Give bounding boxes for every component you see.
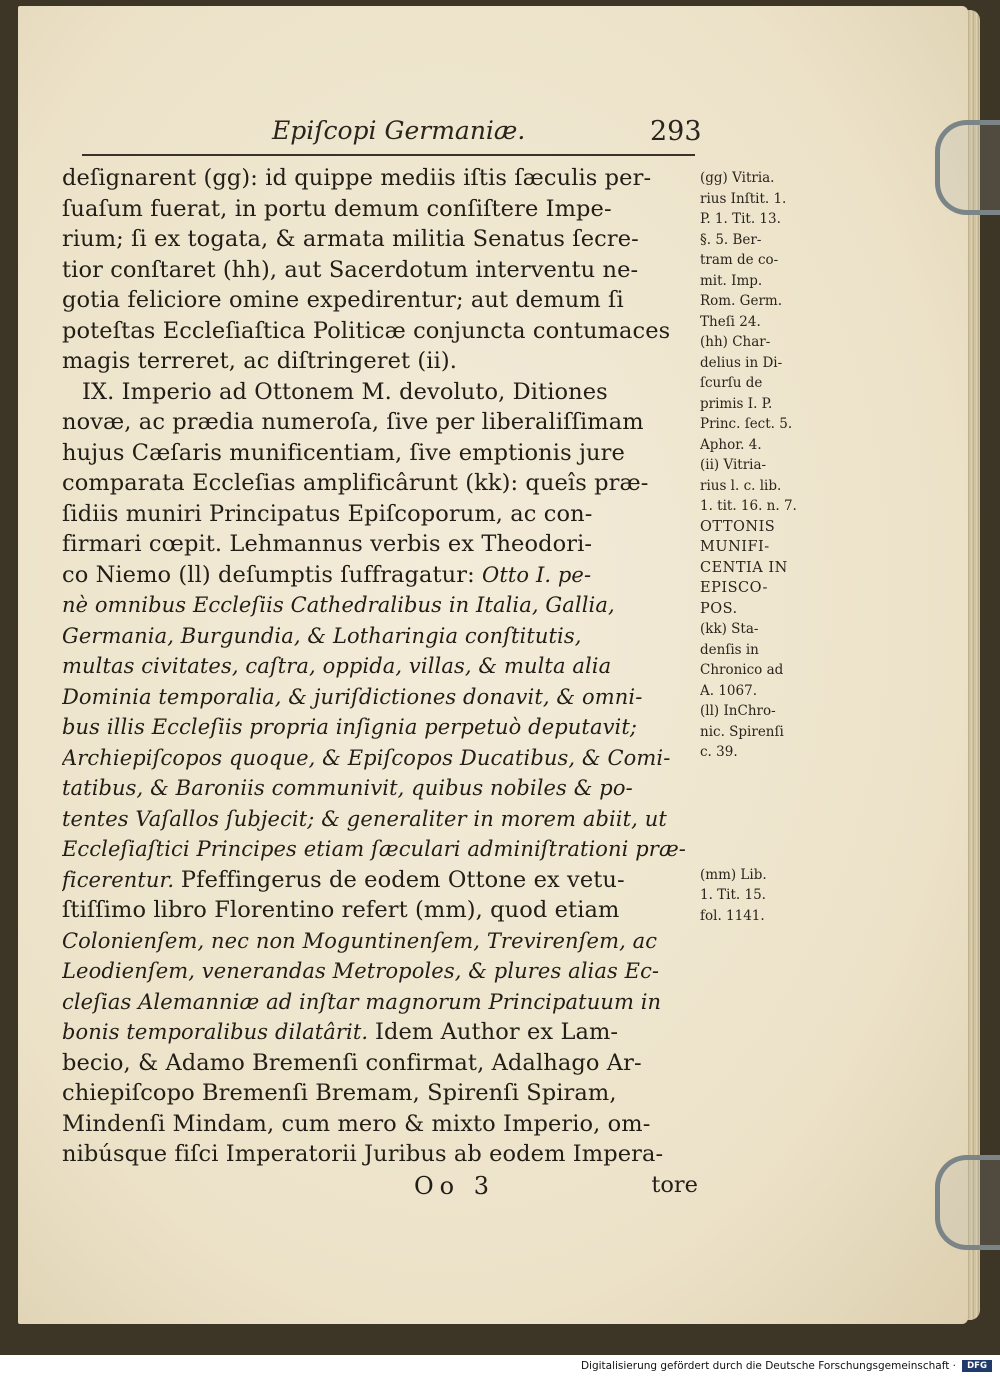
text-line: novæ, ac prædia numeroſa, ſive per liberaliſſimam	[62, 409, 644, 435]
quotation-line: bus illis Eccleſiis propria inſignia perpetuò deputavit;	[62, 715, 638, 739]
margin-note-line: Theſi 24.	[700, 313, 761, 330]
margin-note-line: 1. Tit. 15.	[700, 887, 766, 903]
signature-mark: Oo 3	[414, 1172, 496, 1200]
margin-note-line: Aphor. 4.	[700, 436, 762, 453]
quotation-line: Archiepiſcopos quoque, & Epiſcopos Ducatibus, & Comi-	[62, 745, 671, 770]
margin-note-line: nic. Spirenſi	[700, 723, 784, 740]
margin-heading-line: CENTIA IN	[700, 559, 788, 576]
text-line: rium; ſi ex togata, & armata militia Senatus ſecre-	[62, 226, 639, 252]
margin-note-line: §. 5. Ber-	[700, 231, 762, 248]
text-line: tior conſtaret (hh), aut Sacerdotum interventu ne-	[62, 256, 639, 283]
body-text	[62, 163, 698, 1170]
text-line-mixed	[62, 1017, 698, 1048]
margin-note-line: tram de co-	[700, 252, 779, 268]
digitization-credit-bar	[0, 1355, 1000, 1377]
header-rule	[82, 154, 695, 156]
margin-note-line: fol. 1141.	[700, 907, 765, 924]
margin-note-line: ſcurſu de	[700, 375, 763, 391]
italic-fragment: ficerentur.	[62, 867, 181, 892]
roman-fragment: co Niemo (ll) deſumptis ſuffragatur:	[62, 561, 483, 588]
margin-note-line: Rom. Germ.	[700, 293, 782, 309]
digitization-credit: Digitalisierung gefördert durch die Deutsche Forschungsgemeinschaft ·	[580, 1360, 956, 1372]
quotation-line: Dominia temporalia, & juriſdictiones donavit, & omni-	[62, 684, 643, 709]
text-line: nibúsque fiſci Imperatorii Juribus ab eodem Impera-	[62, 1141, 664, 1167]
text-line: firmari cœpit. Lehmannus verbis ex Theodori-	[62, 531, 593, 557]
catchword: tore	[651, 1172, 698, 1198]
margin-heading-line: POS.	[700, 600, 738, 617]
quotation-line: Eccleſiaſtici Principes etiam ſæculari adminiſtrationi præ-	[62, 837, 686, 861]
italic-fragment: Otto I. pe-	[482, 562, 592, 587]
page-number: 293	[650, 116, 702, 147]
text-line: magis terreret, ac diſtringeret (ii).	[62, 348, 458, 374]
quotation-line: cleſias Alemanniæ ad inſtar magnorum Principatuum in	[62, 989, 662, 1014]
text-line: poteſtas Eccleſiaſtica Politicæ conjuncta contumaces	[62, 317, 671, 344]
margin-note-line: A. 1067.	[700, 682, 757, 699]
margin-note-line: (hh) Char-	[700, 334, 771, 350]
margin-note-line: rius l. c. lib.	[700, 477, 782, 494]
text-line-mixed	[62, 560, 698, 591]
dfg-logo: DFG	[962, 1360, 992, 1372]
quotation-line: tatibus, & Baroniis communivit, quibus nobiles & po-	[62, 776, 633, 800]
text-line: deſignarent (gg): id quippe mediis iſtis ſæculis per-	[62, 165, 652, 191]
margin-note-line: Chronico ad	[700, 662, 784, 678]
margin-note-line: (gg) Vitria.	[700, 170, 775, 186]
text-line: Mindenſi Mindam, cum mero & mixto Imperio, om-	[62, 1110, 651, 1137]
roman-fragment: Pfeffingerus de eodem Ottone ex vetu-	[180, 866, 625, 893]
running-head: Epiſcopi Germaniæ.	[272, 116, 526, 145]
text-line: becio, & Adamo Bremenſi confirmat, Adalhago Ar-	[62, 1049, 642, 1076]
margin-note-line: denſis in	[700, 641, 759, 658]
margin-note-line: rius Inſtit. 1.	[700, 190, 787, 207]
text-line-mixed	[62, 865, 698, 896]
margin-spacer	[700, 763, 820, 865]
margin-note-line: 1. tit. 16. n. 7.	[700, 498, 797, 514]
text-line: ſuaſum fuerat, in portu demum conſiſtere Impe-	[62, 195, 612, 222]
text-line: hujus Cæſaris munificentiam, ſive emptionis jure	[62, 439, 625, 466]
margin-note-line: (ii) Vitria-	[700, 457, 767, 473]
italic-fragment: bonis temporalibus dilatârit.	[62, 1020, 375, 1044]
page-foot	[62, 1172, 698, 1206]
margin-heading-line: EPISCO-	[700, 580, 768, 596]
quotation-line: Germania, Burgundia, & Lotharingia conſtitutis,	[62, 623, 582, 648]
margin-note-line: P. 1. Tit. 13.	[700, 211, 781, 227]
text-line: chiepiſcopo Bremenſi Bremam, Spirenſi Spiram,	[62, 1080, 617, 1106]
quotation-line: tentes Vaſallos ſubjecit; & generaliter in morem abiit, ut	[62, 806, 667, 831]
margin-heading-line: MUNIFI-	[700, 539, 770, 555]
quotation-line: nè omnibus Eccleſiis Cathedralibus in Italia, Gallia,	[62, 593, 615, 617]
quotation-line: Colonienſem, nec non Moguntinenſem, Trevirenſem, ac	[62, 928, 658, 953]
margin-notes	[700, 168, 820, 926]
margin-note-line: delius in Di-	[700, 354, 783, 371]
margin-note-line: c. 39.	[700, 744, 738, 760]
text-line: ſidiis muniri Principatus Epiſcoporum, ac con-	[62, 500, 593, 527]
quotation-line: multas civitates, caſtra, oppida, villas, & multa alia	[62, 654, 612, 678]
text-line: gotia feliciore omine expedirentur; aut demum ſi	[62, 287, 624, 313]
quotation-line: Leodienſem, venerandas Metropoles, & plures alias Ec-	[62, 959, 660, 983]
margin-note-line: mit. Imp.	[700, 272, 763, 289]
margin-note-line: (mm) Lib.	[700, 866, 767, 883]
page-clip-bottom	[935, 1155, 1000, 1250]
margin-note-line: primis I. P.	[700, 395, 773, 412]
roman-fragment: Idem Author ex Lam-	[374, 1019, 619, 1045]
text-line: ſtiſſimo libro Florentino refert (mm), quod etiam	[62, 897, 620, 923]
margin-heading-line: OTTONIS	[700, 518, 776, 535]
margin-note-line: (kk) Sta-	[700, 621, 759, 637]
margin-note-line: Princ. ſect. 5.	[700, 416, 793, 432]
margin-note-line: (ll) InChro-	[700, 703, 776, 719]
page-clip-top	[935, 120, 1000, 215]
paragraph-start-line: IX. Imperio ad Ottonem M. devoluto, Ditiones	[82, 378, 608, 405]
text-line: comparata Eccleſias amplificârunt (kk): queîs præ-	[62, 470, 649, 496]
